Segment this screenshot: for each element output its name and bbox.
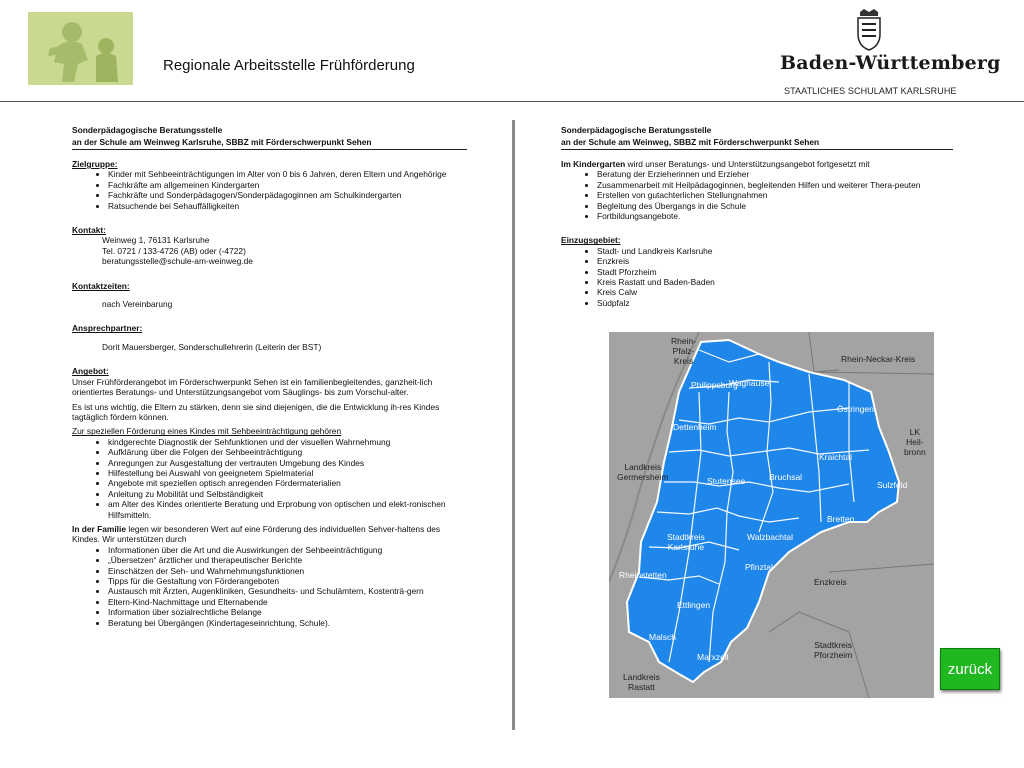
list-item: • Zusammenarbeit mit Heilpädagoginnen, begleitenden Hilfen und weiterer Thera-peuten (597, 180, 953, 190)
list-item: • Angebote mit speziellen optisch anregenden Fördermaterialien (108, 478, 467, 488)
left-heading-line1: Sonderpädagogische Beratungsstelle (72, 125, 223, 135)
right-heading-line1: Sonderpädagogische Beratungsstelle (561, 125, 712, 135)
kontakt-line: Tel. 0721 / 133-4726 (AB) oder (-4722) (102, 245, 246, 256)
einzugsgebiet-title: Einzugsgebiet: (561, 235, 621, 246)
list-item: • Austausch mit Ärzten, Augenkliniken, Gesundheits- und Schulämtern, Kostenträ-gern (108, 586, 467, 596)
map-label-stutensee: Stutensee (707, 476, 746, 486)
map-label-bretten: Bretten (827, 514, 855, 524)
list-item: • Kreis Calw (597, 287, 953, 297)
kindergarten-text: wird unser Beratungs- und Unterstützungsangebot fortgesetzt mit (625, 159, 870, 169)
zielgruppe-list (72, 169, 467, 211)
back-button[interactable]: zurück (940, 648, 1000, 690)
zielgruppe-title: Zielgruppe: (72, 159, 118, 169)
kontakt-address (72, 235, 467, 266)
list-item: • Aufklärung über die Folgen der Sehbeeinträchtigung (108, 447, 467, 457)
region-map (609, 332, 934, 698)
office-name: STAATLICHES SCHULAMT KARLSRUHE (784, 86, 957, 96)
right-document-page (561, 124, 953, 308)
map-label-marxzell: Marxzell (697, 652, 729, 662)
list-item: • Information über sozialrechtliche Belange (108, 607, 467, 617)
list-item: • Einschätzen der Seh- und Wahrnehmungsfunktionen (108, 566, 467, 576)
list-item: • Fortbildungsangebote. (597, 211, 953, 221)
left-heading-line2: an der Schule am Weinweg Karlsruhe, SBBZ mit Förderschwerpunkt Sehen (72, 137, 372, 147)
familie-text: legen wir besonderen Wert auf eine Förderung des individuellen Sehver-haltens des Kindes. Wir unterstützen durch (72, 523, 441, 545)
foerderung-intro: Zur speziellen Förderung eines Kindes mit Sehbeeinträchtigung gehören (72, 426, 342, 437)
ansprechpartner-title: Ansprechpartner: (72, 323, 143, 334)
map-label-rheinstetten: Rheinstetten (619, 570, 667, 580)
header-divider (0, 101, 1024, 102)
map-label-malsch: Malsch (649, 632, 676, 642)
map-label-philippsburg: Philippsburg (691, 380, 738, 390)
map-label-kraichtal: Kraichtal (819, 452, 853, 462)
list-item: • Fachkräfte am allgemeinen Kindergarten (108, 180, 467, 190)
map-label-waghausel: Waghäusel (729, 378, 772, 388)
list-item: • am Alter des Kindes orientierte Beratung und Erprobung von optischen und elekt-ronischen Hilfsmitteln. (108, 499, 467, 520)
map-label-sulzfeld: Sulzfeld (877, 480, 908, 490)
left-document-page (72, 124, 467, 628)
kontaktzeiten-title: Kontaktzeiten: (72, 280, 130, 291)
angebot-paragraph-2: Es ist uns wichtig, die Eltern zu stärken, denn sie sind diejenigen, die die Entwicklung ih-res Kindes tagtäglich fördern können. (72, 401, 440, 422)
logo-image (28, 12, 133, 85)
left-doc-heading (72, 124, 467, 150)
list-item: • Eltern-Kind-Nachmittage und Elternabende (108, 597, 467, 607)
kindergarten-intro (561, 159, 953, 169)
kontakt-email: beratungsstelle@schule-am-weinweg.de (102, 256, 253, 267)
logo-figures (28, 12, 133, 85)
list-item: • Beratung der Erzieherinnen und Erzieher (597, 169, 953, 179)
list-item: • Südpfalz (597, 298, 953, 308)
list-item: • Enzkreis (597, 256, 953, 266)
list-item: • Ratsuchende bei Sehauffälligkeiten (108, 201, 467, 211)
map-label-pforzheim: Stadtkreis Pforzheim (814, 640, 853, 660)
map-label-pfinztal: Pfinztal (745, 562, 773, 572)
map-label-rhein-neckar: Rhein-Neckar-Kreis (841, 354, 916, 364)
list-item: • Informationen über die Art und die Auswirkungen der Sehbeeinträchtigung (108, 545, 467, 555)
map-label-enzkreis: Enzkreis (814, 577, 847, 587)
right-doc-heading (561, 124, 953, 150)
list-item: • Beratung bei Übergängen (Kindertageseinrichtung, Schule). (108, 618, 467, 628)
familie-bold: In der Familie (72, 523, 126, 534)
kindergarten-bold: Im Kindergarten (561, 159, 626, 169)
kontakt-title: Kontakt: (72, 225, 106, 236)
list-item: • Kinder mit Sehbeeinträchtigungen im Alter von 0 bis 6 Jahren, deren Eltern und Angehörige (108, 169, 467, 179)
region-map-graphic (609, 332, 934, 698)
map-label-dettenheim: Dettenheim (673, 422, 717, 432)
kindergarten-list (561, 169, 953, 221)
map-label-rastatt: Landkreis Rastatt (623, 672, 660, 692)
list-item: • Tipps für die Gestaltung von Förderangeboten (108, 576, 467, 586)
ansprechpartner-text: Dorit Mauersberger, Sonderschullehrerin (Leiterin der BST) (102, 341, 322, 352)
list-item: • Stadt- und Landkreis Karlsruhe (597, 246, 953, 256)
list-item: • Stadt Pforzheim (597, 267, 953, 277)
map-label-stadtkreis-ka: Stadtkreis Karlsruhe (667, 532, 705, 552)
map-label-rhein-pfalz: Rhein- Pfalz- Kreis (671, 336, 697, 366)
einzugsgebiet-list (561, 246, 953, 308)
list-item: • Erstellen von gutachterlichen Stellungnahmen (597, 190, 953, 200)
map-label-bruchsal: Bruchsal (769, 472, 803, 482)
familie-list (72, 545, 467, 628)
list-item: • Anregungen zur Ausgestaltung der vertrauten Umgebung des Kindes (108, 458, 467, 468)
coat-of-arms-icon (852, 8, 886, 52)
kontakt-line: Weinweg 1, 76131 Karlsruhe (102, 235, 210, 246)
list-item: • kindgerechte Diagnostik der Sehfunktionen und der visuellen Wahrnehmung (108, 437, 467, 447)
list-item: • Fachkräfte und Sonderpädagogen/Sonderpädagoginnen am Schulkindergarten (108, 190, 467, 200)
familie-intro (72, 524, 467, 545)
map-label-ettlingen: Ettlingen (677, 600, 711, 610)
kontaktzeiten-text: nach Vereinbarung (102, 299, 173, 310)
page-title: Regionale Arbeitsstelle Frühförderung (163, 57, 415, 74)
state-name: Baden-Württemberg (780, 52, 1001, 74)
angebot-title: Angebot: (72, 366, 109, 377)
map-label-walzbachtal: Walzbachtal (747, 532, 793, 542)
list-item: • Hilfestellung bei Auswahl von geeignetem Spielmaterial (108, 468, 467, 478)
map-label-lk-heilbronn: LK Heil- bronn (904, 427, 926, 457)
right-heading-line2: an der Schule am Weinweg, SBBZ mit Förderschwerpunkt Sehen (561, 137, 820, 147)
map-label-germersheim: Landkreis Germersheim (617, 462, 669, 482)
map-label-oestringen: Östringen (837, 404, 874, 414)
foerderung-list (72, 437, 467, 520)
list-item: • „Übersetzen“ ärztlicher und therapeutischer Berichte (108, 555, 467, 565)
list-item: • Anleitung zu Mobilität und Selbständigkeit (108, 489, 467, 499)
angebot-paragraph: Unser Frühförderangebot im Förderschwerpunkt Sehen ist ein familienbegleitendes, ganzheit-lich orientiertes Beratungs- und Unterstützungsangebot vom Säuglings- bis zum Vorschul-alter. (72, 376, 433, 398)
page-divider (512, 120, 515, 730)
list-item: • Kreis Rastatt und Baden-Baden (597, 277, 953, 287)
list-item: • Begleitung des Übergangs in die Schule (597, 201, 953, 211)
